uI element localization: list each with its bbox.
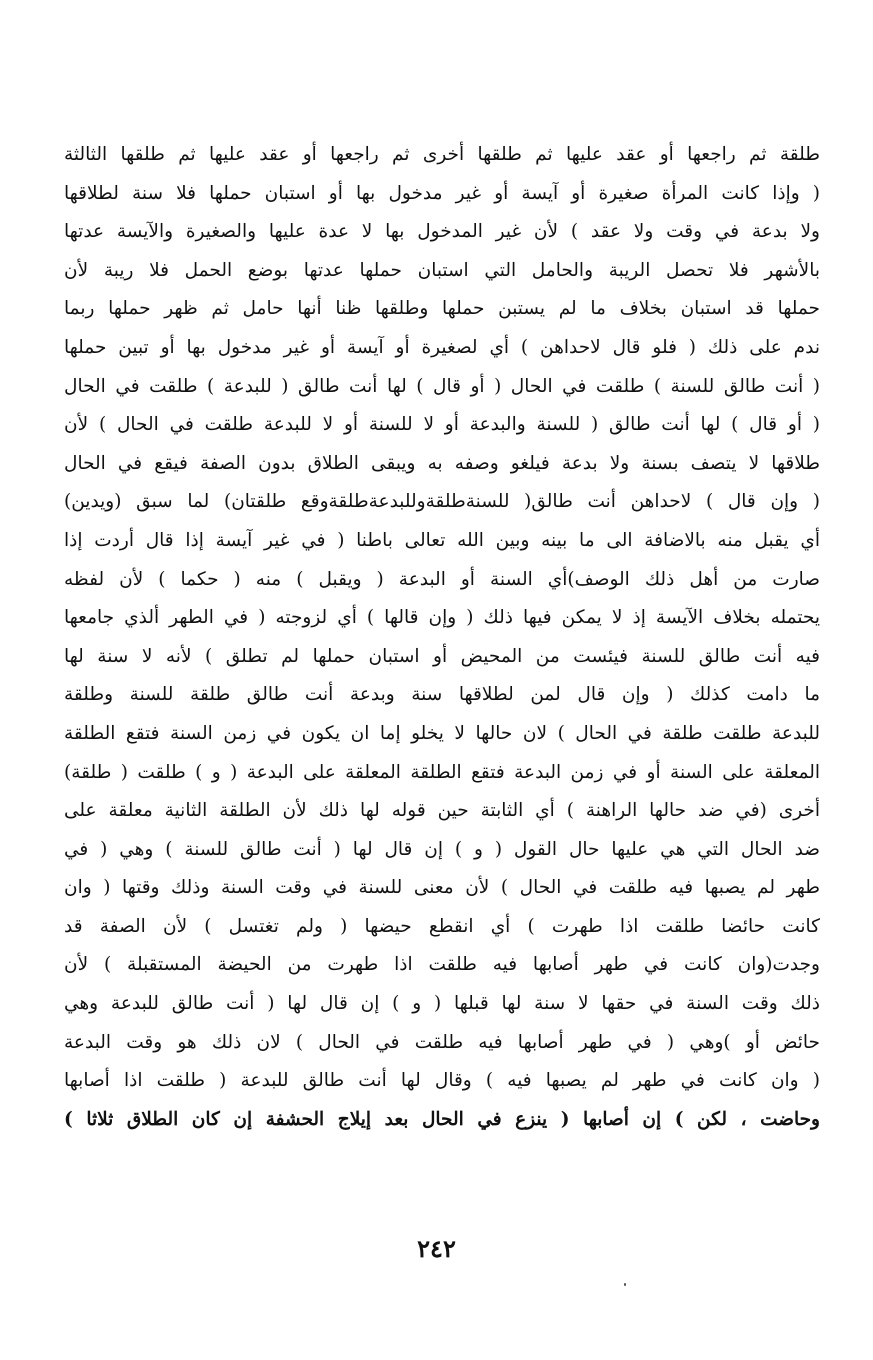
text-line: ما دامت كذلك ( وإن قال لمن لطلاقها سنة وبدعة أنت طالق طلقة للسنة وطلقة — [64, 684, 820, 706]
text-line: ( وإن قال ) لاحداهن أنت طالق( للسنةطلقةوللبدعةطلقةوقع طلقتان) لما سبق (ويدين) — [64, 491, 820, 513]
text-line: فيه أنت طالق للسنة فيئست من المحيض أو استبان حملها لم تطلق ) لأنه لا سنة لها — [64, 645, 820, 667]
print-speck — [624, 1283, 626, 1286]
text-line: ذلك وقت السنة في حقها لا سنة لها قبلها ( و ) إن قال لها ( أنت طالق للبدعة وهي — [64, 993, 820, 1015]
text-line: طلقة ثم راجعها أو عقد عليها ثم طلقها أخرى ثم راجعها أو عقد عليها ثم طلقها الثالثة — [64, 144, 820, 165]
text-line: حملها قد استبان بخلاف ما لم يستبن حملها وطلقها ظنا أنها حامل ثم ظهر حملها ربما — [64, 298, 820, 320]
text-line: كانت حائضا طلقت اذا طهرت ) أي انقطع حيضها ( ولم تغتسل ) لأن الصفة قد — [64, 915, 820, 937]
text-line-bold: وحاضت ، لكن ) إن أصابها ( ينزع في الحال بعد إيلاج الحشفة إن كان الطلاق ثلاثا ) — [64, 1108, 820, 1130]
text-line: ( وان كانت في طهر لم يصبها فيه ) وقال لها أنت طالق للبدعة ( طلقت اذا أصابها — [64, 1070, 820, 1092]
text-line: ( أو قال ) لها أنت طالق ( للسنة والبدعة أو لا للسنة أو لا للبدعة طلقت في الحال ) لأن — [64, 414, 820, 436]
text-line: ولا بدعة في وقت ولا عقد ) لأن غير المدخول بها لا عدة عليها والصغيرة والآيسة عدتها — [64, 221, 820, 243]
text-line: ( أنت طالق للسنة ) طلقت في الحال ( أو قال ) لها أنت طالق ( للبدعة ) طلقت في الحال — [64, 375, 820, 397]
text-line: طهر لم يصبها فيه طلقت في الحال ) لأن معنى للسنة في وقت السنة وذلك وقتها ( وان — [64, 877, 820, 899]
text-line: طلاقها لا يتصف بسنة ولا بدعة فيلغو وصفه به ويبقى الطلاق بدون الصفة فيقع في الحال — [64, 452, 820, 474]
text-line: المعلقة على السنة أو في زمن البدعة فتقع الطلقة المعلقة على البدعة ( و ) طلقت ( طلقة) — [64, 761, 820, 783]
body-text — [64, 136, 820, 1139]
text-line: للبدعة طلقت طلقة في الحال ) لان حالها لا يخلو إما ان يكون في زمن السنة فتقع الطلقة — [64, 722, 820, 744]
page-number: ٢٤٢ — [417, 1234, 456, 1263]
text-line: يحتمله بخلاف الآيسة إذ لا يمكن فيها ذلك ( وإن قالها ) أي لزوجته ( في الطهر ألذي جامعها — [64, 607, 820, 629]
text-line: أخرى (في ضد حالها الراهنة ) أي الثابتة حين قوله لها ذلك لأن الطلقة الثانية معلقة على — [64, 800, 820, 822]
text-line: ( وإذا كانت المرأة صغيرة أو آيسة أو غير مدخول بها أو استبان حملها فلا سنة لطلاقها — [64, 182, 820, 204]
text-line: ضد الحال التي هي عليها حال القول ( و ) إن قال لها ( أنت طالق للسنة ) وهي ( في — [64, 838, 820, 860]
text-line: صارت من أهل ذلك الوصف)أي السنة أو البدعة ( ويقبل ) منه ( حكما ) لأن لفظه — [64, 568, 820, 590]
text-line: وجدت(وان كانت في طهر أصابها فيه طلقت اذا طهرت من الحيضة المستقبلة ) لأن — [64, 954, 820, 976]
text-line: حائض أو )وهي ( في طهر أصابها فيه طلقت في الحال ) لان ذلك هو وقت البدعة — [64, 1031, 820, 1053]
text-line: ندم على ذلك ( فلو قال لاحداهن ) أي لصغيرة أو آيسة أو غير مدخول بها أو تبين حملها — [64, 336, 820, 358]
text-line: بالأشهر فلا تحصل الريبة والحامل التي استبان حملها عدتها بوضع الحمل فلا ريبة لأن — [64, 259, 820, 281]
text-line: أي يقبل منه بالاضافة الى ما بينه وبين الله تعالى باطنا ( في غير آيسة إذا قال أردت إذا — [64, 529, 820, 551]
